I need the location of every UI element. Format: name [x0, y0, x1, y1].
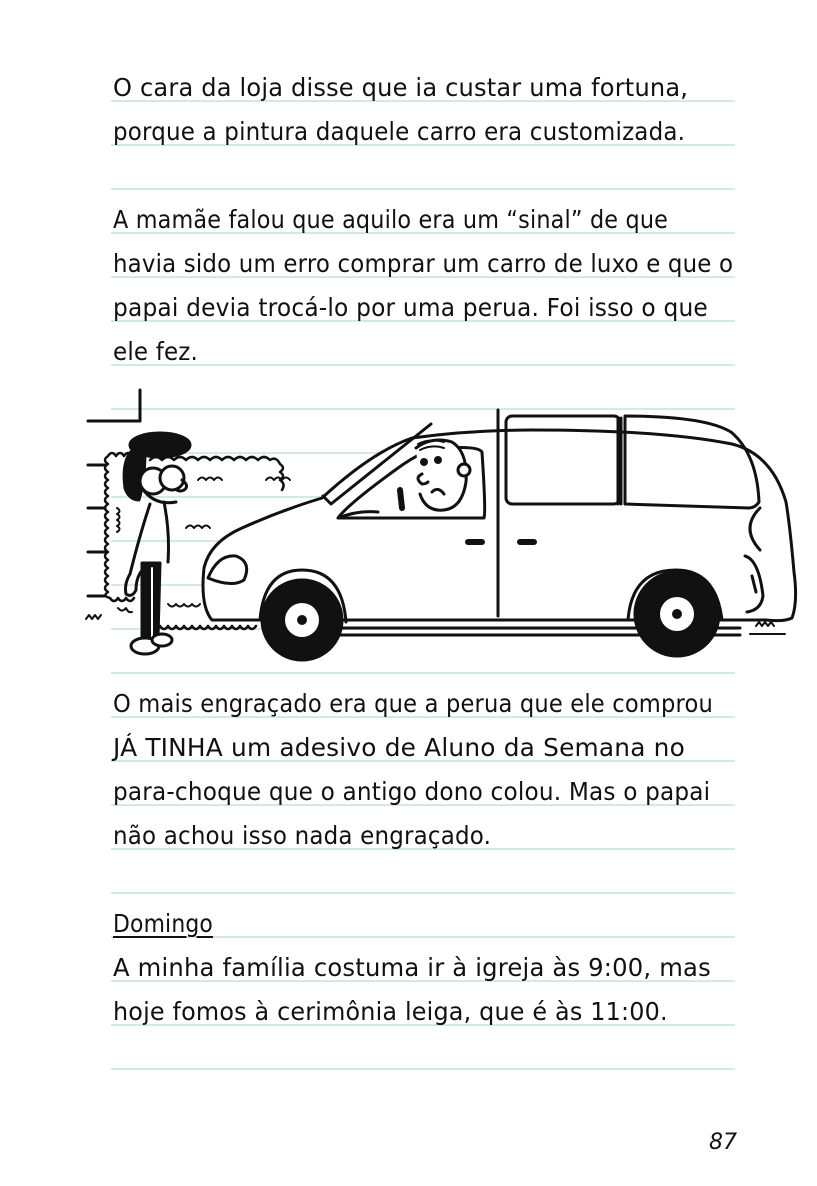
text-line: A minha família costuma ir à igreja às 9:00, mas — [113, 953, 711, 982]
text-line: papai devia trocá-lo por uma perua. Foi isso o que — [113, 293, 708, 322]
illustration-girl-and-minivan — [80, 388, 800, 670]
text-line: hoje fomos à cerimônia leiga, que é às 11:00. — [113, 997, 668, 1026]
text-line: havia sido um erro comprar um carro de luxo e que o — [113, 249, 734, 278]
text-line: A mamãe falou que aquilo era um “sinal” de que — [113, 205, 669, 234]
girl-figure-icon — [124, 433, 190, 654]
ruled-line — [111, 892, 735, 894]
text-line: não achou isso nada engraçado. — [113, 821, 492, 850]
text-line: O mais engraçado era que a perua que ele comprou — [113, 689, 713, 718]
text-line: ele fez. — [113, 337, 199, 366]
ruled-line — [111, 188, 735, 190]
text-line: JÁ TINHA um adesivo de Aluno da Semana no — [113, 733, 685, 762]
ruled-line — [111, 364, 735, 366]
front-wheel-icon — [260, 570, 346, 660]
page-number: 87 — [709, 1130, 737, 1155]
rear-wheel-icon — [628, 570, 722, 656]
section-heading: Domingo — [113, 909, 213, 938]
ruled-line — [111, 1068, 735, 1070]
ruled-line — [111, 672, 735, 674]
text-line: para-choque que o antigo dono colou. Mas o papai — [113, 777, 711, 806]
wall-lines-icon — [86, 390, 140, 619]
text-line: porque a pintura daquele carro era customizada. — [113, 117, 686, 146]
text-line: O cara da loja disse que ia custar uma fortuna, — [113, 73, 689, 102]
